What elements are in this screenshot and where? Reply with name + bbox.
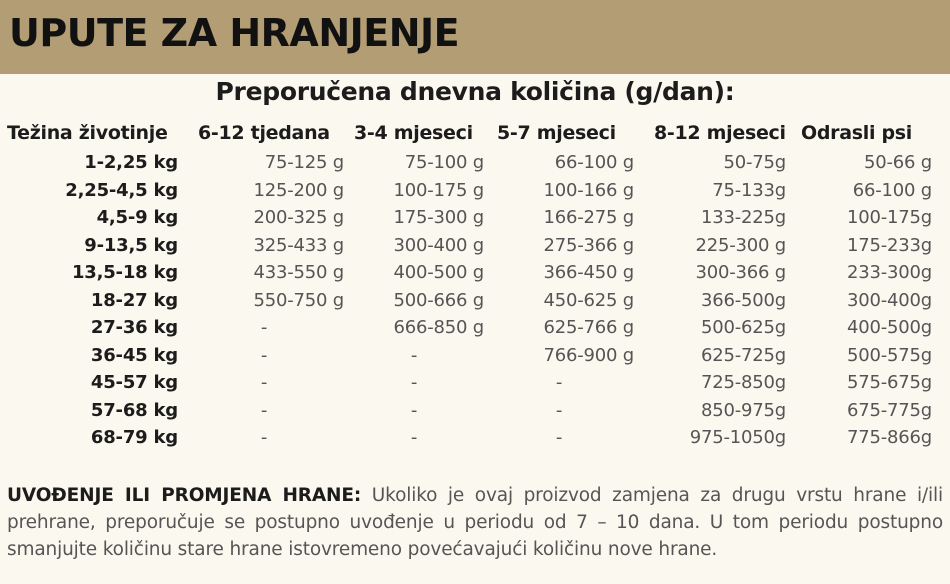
- table-row: [0, 424, 950, 452]
- amount-cell: 300-366 g: [695, 262, 786, 284]
- table-row: [0, 397, 950, 425]
- amount-cell: 500-575g: [846, 344, 932, 366]
- amount-cell: 975-1050g: [689, 427, 786, 449]
- weight-cell: 36-45 kg: [90, 344, 178, 366]
- amount-cell: 666-850 g: [393, 317, 484, 339]
- feeding-table: [0, 117, 950, 452]
- table-row: [0, 369, 950, 397]
- amount-cell: 50-66 g: [863, 152, 932, 174]
- amount-cell: 625-725g: [700, 344, 786, 366]
- amount-cell: -: [410, 399, 418, 421]
- amount-cell: -: [555, 399, 563, 421]
- table-row: [0, 177, 950, 205]
- amount-cell: 625-766 g: [543, 317, 634, 339]
- weight-cell: 13,5-18 kg: [71, 262, 178, 284]
- amount-cell: 225-300 g: [695, 234, 786, 256]
- amount-cell: 100-175 g: [393, 179, 484, 201]
- amount-cell: 50-75g: [723, 152, 786, 174]
- table-row: [0, 204, 950, 232]
- amount-cell: 66-100 g: [852, 179, 932, 201]
- note-label: UVOĐENJE ILI PROMJENA HRANE:: [7, 485, 362, 506]
- amount-cell: 100-166 g: [543, 179, 634, 201]
- amount-cell: 575-675g: [846, 372, 932, 394]
- amount-cell: 125-200 g: [253, 179, 344, 201]
- amount-cell: 500-625g: [700, 317, 786, 339]
- amount-cell: 400-500g: [846, 317, 932, 339]
- amount-cell: 300-400 g: [393, 234, 484, 256]
- weight-cell: 57-68 kg: [90, 399, 178, 421]
- column-header-8-12-months: 8-12 mjeseci: [654, 122, 786, 144]
- amount-cell: 133-225g: [700, 207, 786, 229]
- amount-cell: 450-625 g: [543, 289, 634, 311]
- page-title: UPUTE ZA HRANJENJE: [9, 11, 460, 55]
- weight-cell: 68-79 kg: [90, 427, 178, 449]
- amount-cell: -: [555, 372, 563, 394]
- column-header-adult-dogs: Odrasli psi: [801, 122, 913, 144]
- amount-cell: 433-550 g: [253, 262, 344, 284]
- weight-cell: 45-57 kg: [90, 372, 178, 394]
- food-transition-note: [7, 482, 943, 563]
- amount-cell: 75-125 g: [264, 152, 344, 174]
- table-row: [0, 342, 950, 370]
- amount-cell: 675-775g: [846, 399, 932, 421]
- amount-cell: 850-975g: [700, 399, 786, 421]
- weight-cell: 4,5-9 kg: [96, 207, 178, 229]
- amount-cell: 200-325 g: [253, 207, 344, 229]
- weight-cell: 1-2,25 kg: [84, 152, 178, 174]
- table-header-row: [0, 117, 950, 149]
- amount-cell: 325-433 g: [253, 234, 344, 256]
- amount-cell: 66-100 g: [554, 152, 634, 174]
- table-row: [0, 287, 950, 315]
- note-text: Ukoliko je ovaj proizvod zamjena za drugu vrstu hrane i/ili prehrane, preporučuje se postupno uvođenje u periodu od 7 – 10 dana. U tom periodu postupno smanjujte količinu stare hrane istovremeno povećavajući količinu nove hrane.: [7, 485, 943, 560]
- amount-cell: 233-300g: [846, 262, 932, 284]
- amount-cell: 550-750 g: [253, 289, 344, 311]
- amount-cell: -: [260, 344, 268, 366]
- table-subtitle: Preporučena dnevna količina (g/dan):: [215, 77, 735, 106]
- header-banner: [0, 0, 950, 74]
- column-header-6-12-weeks: 6-12 tjedana: [198, 122, 330, 144]
- amount-cell: 166-275 g: [543, 207, 634, 229]
- amount-cell: 725-850g: [700, 372, 786, 394]
- table-row: [0, 314, 950, 342]
- weight-cell: 18-27 kg: [90, 289, 178, 311]
- amount-cell: -: [260, 317, 268, 339]
- column-header-5-7-months: 5-7 mjeseci: [497, 122, 616, 144]
- table-row: [0, 149, 950, 177]
- amount-cell: 500-666 g: [393, 289, 484, 311]
- amount-cell: 300-400g: [846, 289, 932, 311]
- amount-cell: -: [260, 399, 268, 421]
- weight-cell: 2,25-4,5 kg: [65, 179, 178, 201]
- column-header-weight: Težina životinje: [7, 122, 168, 144]
- amount-cell: 775-866g: [846, 427, 932, 449]
- amount-cell: 400-500 g: [393, 262, 484, 284]
- amount-cell: -: [555, 427, 563, 449]
- table-row: [0, 259, 950, 287]
- amount-cell: 75-100 g: [404, 152, 484, 174]
- weight-cell: 9-13,5 kg: [84, 234, 178, 256]
- column-header-3-4-months: 3-4 mjeseci: [354, 122, 473, 144]
- amount-cell: 366-450 g: [543, 262, 634, 284]
- weight-cell: 27-36 kg: [90, 317, 178, 339]
- amount-cell: 100-175g: [846, 207, 932, 229]
- amount-cell: -: [410, 344, 418, 366]
- amount-cell: 75-133g: [712, 179, 786, 201]
- amount-cell: 366-500g: [700, 289, 786, 311]
- amount-cell: -: [260, 427, 268, 449]
- amount-cell: 275-366 g: [543, 234, 634, 256]
- amount-cell: 766-900 g: [543, 344, 634, 366]
- amount-cell: -: [410, 427, 418, 449]
- amount-cell: -: [410, 372, 418, 394]
- table-row: [0, 232, 950, 260]
- amount-cell: -: [260, 372, 268, 394]
- amount-cell: 175-233g: [846, 234, 932, 256]
- amount-cell: 175-300 g: [393, 207, 484, 229]
